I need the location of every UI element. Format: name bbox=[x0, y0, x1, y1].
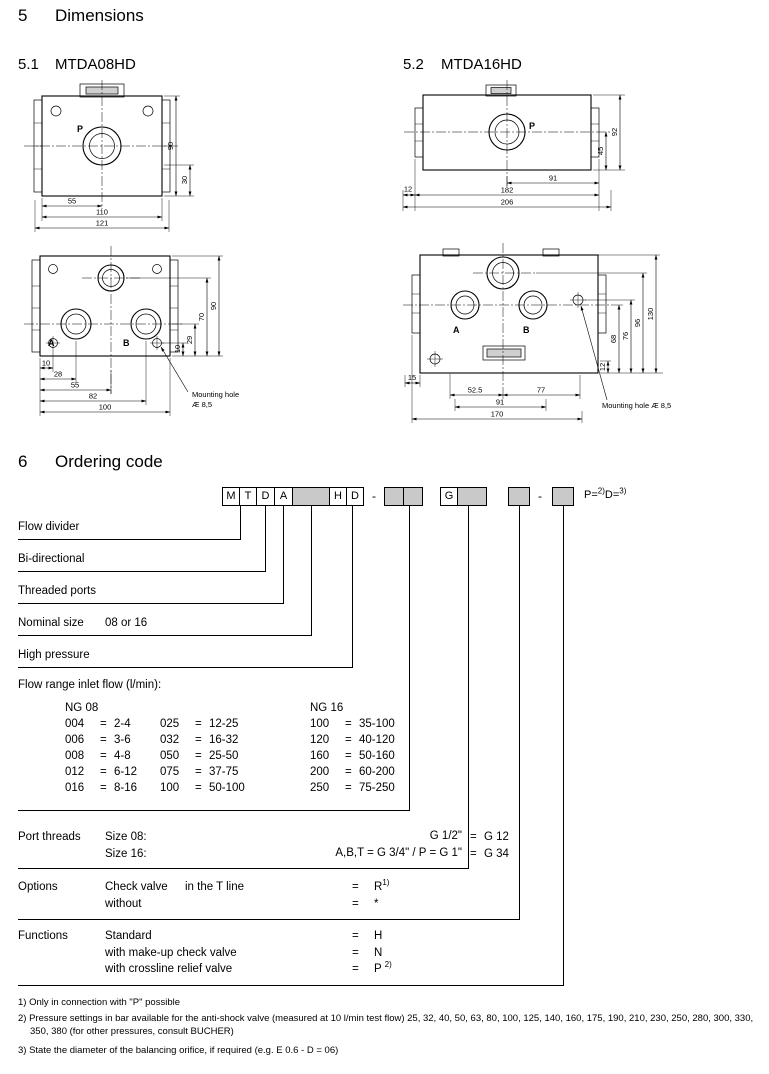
flow-code: 100 bbox=[160, 782, 180, 794]
equals-sign: = bbox=[352, 930, 359, 942]
equals-sign: = bbox=[345, 718, 352, 730]
leader-underline-nominal-size bbox=[18, 635, 312, 636]
code-box-flow-range-2 bbox=[403, 487, 423, 506]
dim-77-label: 77 bbox=[536, 385, 546, 395]
dim-15-label: 15 bbox=[407, 373, 417, 382]
center-lines bbox=[403, 243, 613, 391]
port-b bbox=[519, 291, 547, 335]
flow-table-row bbox=[65, 782, 137, 798]
options-value-2: * bbox=[374, 898, 379, 910]
dim-29-label: 29 bbox=[185, 335, 194, 345]
leader-vline-flow-divider bbox=[240, 506, 241, 540]
dim-206-label: 206 bbox=[500, 197, 514, 207]
functions-value-3-sup: 2) bbox=[384, 960, 392, 970]
flow-value: 16-32 bbox=[209, 734, 239, 746]
suffix-p-sup: 2) bbox=[597, 486, 605, 496]
port-p bbox=[77, 124, 121, 165]
options-value-1-sup: 1) bbox=[382, 878, 390, 888]
dim-90-label: 90 bbox=[166, 141, 175, 151]
flow-code: 200 bbox=[310, 766, 330, 778]
leader-vline-nominal-size bbox=[311, 506, 312, 636]
code-box-d2: D bbox=[346, 487, 364, 506]
leader-underline-flow-range bbox=[18, 810, 410, 811]
equals-sign: = bbox=[470, 831, 477, 843]
flow-code: 120 bbox=[310, 734, 330, 746]
port-p-label: P bbox=[77, 124, 84, 134]
options-row1-t-line: in the T line bbox=[185, 881, 245, 893]
dim-110-label: 110 bbox=[96, 207, 108, 217]
equals-sign: = bbox=[195, 750, 202, 762]
drawing-mtda16hd-top-view bbox=[395, 243, 705, 438]
equals-sign: = bbox=[345, 782, 352, 794]
flow-table-row bbox=[310, 766, 395, 782]
dim-91-label: 91 bbox=[495, 397, 505, 407]
flow-table-row bbox=[310, 782, 395, 798]
flow-code: 008 bbox=[65, 750, 85, 762]
flow-code: 050 bbox=[160, 750, 180, 762]
drawing-mtda16hd-front-view bbox=[398, 80, 658, 220]
code-box-d: D bbox=[256, 487, 275, 506]
section-5-1-number: 5.1 bbox=[18, 56, 39, 73]
code-box-g: G bbox=[440, 487, 458, 506]
dim-55-label: 55 bbox=[70, 380, 80, 390]
port-threads-size16: Size 16: bbox=[105, 848, 147, 860]
dim-76-label: 76 bbox=[621, 331, 630, 341]
flow-table-col3 bbox=[310, 718, 395, 798]
row-bidirectional: Bi-directional bbox=[18, 553, 85, 565]
flow-value: 50-160 bbox=[359, 750, 395, 762]
leader-vline-bidirectional bbox=[265, 506, 266, 572]
flow-table-col2 bbox=[160, 718, 245, 798]
code-dash-1: - bbox=[372, 489, 376, 503]
flow-table-row bbox=[160, 782, 245, 798]
flow-value: 4-8 bbox=[114, 750, 131, 762]
leader-underline-options bbox=[18, 919, 520, 920]
mounting-hole-callout bbox=[161, 344, 240, 409]
dim-30-label: 30 bbox=[180, 175, 189, 185]
flow-code: 100 bbox=[310, 718, 330, 730]
flow-table-row bbox=[65, 718, 137, 734]
leader-vline-threaded-ports bbox=[283, 506, 284, 604]
flow-table-row bbox=[310, 718, 395, 734]
equals-sign: = bbox=[345, 750, 352, 762]
center-lines bbox=[24, 80, 180, 209]
dim-10-right-label: 10 bbox=[173, 344, 182, 354]
port-threads-thread16: A,B,T = G 3/4" / P = G 1" bbox=[335, 847, 462, 859]
code-dash-2: - bbox=[538, 489, 542, 503]
flow-table-row bbox=[65, 734, 137, 750]
flow-value: 75-250 bbox=[359, 782, 395, 794]
dim-121-label: 121 bbox=[95, 218, 109, 228]
row-threaded-ports: Threaded ports bbox=[18, 585, 96, 597]
leader-underline-port-threads bbox=[18, 868, 469, 869]
port-b-label: B bbox=[123, 338, 130, 348]
mounting-hole-text-line2: Æ 8,5 bbox=[192, 400, 213, 409]
equals-sign: = bbox=[352, 881, 359, 893]
mounting-hole-callout bbox=[581, 306, 671, 410]
functions-row1-standard: Standard bbox=[105, 930, 152, 942]
flow-code: 012 bbox=[65, 766, 85, 778]
dim-100-label: 100 bbox=[98, 402, 112, 412]
port-a bbox=[451, 291, 479, 335]
dim-90-label: 90 bbox=[209, 301, 218, 311]
equals-sign: = bbox=[100, 766, 107, 778]
port-threads-label: Port threads bbox=[18, 831, 81, 843]
functions-value-2: N bbox=[374, 947, 383, 959]
suffix-p: P= bbox=[584, 489, 598, 501]
flow-table-row bbox=[160, 750, 245, 766]
section-5-2-number: 5.2 bbox=[403, 56, 424, 73]
leader-underline-functions bbox=[18, 985, 564, 986]
code-box-h: H bbox=[329, 487, 347, 506]
flow-value: 35-100 bbox=[359, 718, 395, 730]
dim-92-label: 92 bbox=[610, 127, 619, 137]
port-threads-thread08: G 1/2" bbox=[429, 830, 462, 842]
valve-body bbox=[412, 249, 606, 373]
flow-value: 3-6 bbox=[114, 734, 131, 746]
flow-table-col1 bbox=[65, 718, 137, 798]
suffix-d: D= bbox=[604, 489, 620, 501]
flow-table-row bbox=[65, 750, 137, 766]
dim-96-label: 96 bbox=[633, 318, 642, 328]
flow-code: 160 bbox=[310, 750, 330, 762]
flow-code: 016 bbox=[65, 782, 85, 794]
flow-code: 032 bbox=[160, 734, 180, 746]
row-flow-range: Flow range inlet flow (l/min): bbox=[18, 679, 162, 691]
equals-sign: = bbox=[352, 947, 359, 959]
section-6-number: 6 bbox=[18, 452, 28, 471]
flow-table-row bbox=[160, 718, 245, 734]
dimensions bbox=[405, 255, 663, 423]
options-row1-check-valve: Check valve bbox=[105, 881, 168, 893]
section-5-heading bbox=[18, 6, 144, 26]
port-threads-size08: Size 08: bbox=[105, 831, 147, 843]
port-a-label: A bbox=[48, 338, 55, 348]
dim-82-label: 82 bbox=[88, 391, 98, 401]
equals-sign: = bbox=[100, 750, 107, 762]
equals-sign: = bbox=[470, 848, 477, 860]
section-6-title: Ordering code bbox=[55, 452, 163, 471]
section-5-2-title: MTDA16HD bbox=[441, 56, 522, 73]
dimensions bbox=[403, 95, 625, 211]
code-box-option bbox=[508, 487, 530, 506]
functions-value-1: H bbox=[374, 930, 383, 942]
dim-91-label: 91 bbox=[548, 173, 558, 183]
row-flow-divider: Flow divider bbox=[18, 521, 80, 533]
dim-52-5-label: 52.5 bbox=[467, 385, 483, 395]
section-5-number: 5 bbox=[18, 6, 28, 25]
port-b-label: B bbox=[523, 325, 530, 335]
code-box-function bbox=[552, 487, 574, 506]
equals-sign: = bbox=[345, 766, 352, 778]
flow-value: 2-4 bbox=[114, 718, 131, 730]
leader-vline-port-threads bbox=[468, 506, 469, 869]
code-box-a: A bbox=[274, 487, 293, 506]
row-nominal-size-value: 08 or 16 bbox=[105, 617, 148, 629]
port-a-label: A bbox=[453, 325, 460, 335]
flow-value: 40-120 bbox=[359, 734, 395, 746]
section-5-2-heading bbox=[403, 56, 522, 73]
leader-underline-high-pressure bbox=[18, 667, 353, 668]
functions-row3-crossline-relief: with crossline relief valve bbox=[105, 963, 233, 975]
dim-28-label: 28 bbox=[53, 369, 63, 379]
equals-sign: = bbox=[100, 734, 107, 746]
port-p-label: P bbox=[529, 121, 536, 131]
footnote-3: 3) State the diameter of the balancing orifice, if required (e.g. E 0.6 - D = 06) bbox=[18, 1045, 339, 1056]
options-label: Options bbox=[18, 881, 58, 893]
leader-vline-flow-range bbox=[409, 506, 410, 811]
flow-table-header-ng08: NG 08 bbox=[65, 702, 99, 714]
functions-value-3 bbox=[374, 962, 392, 976]
leader-underline-threaded-ports bbox=[18, 603, 284, 604]
dim-68-label: 68 bbox=[609, 334, 618, 344]
flow-table-header-ng16: NG 16 bbox=[310, 702, 344, 714]
flow-code: 025 bbox=[160, 718, 180, 730]
equals-sign: = bbox=[195, 766, 202, 778]
mounting-hole-text: Mounting hole Æ 8,5 bbox=[602, 401, 672, 410]
center-lines bbox=[404, 80, 610, 187]
footnote-1: 1) Only in connection with "P" possible bbox=[18, 997, 180, 1008]
flow-table-row bbox=[160, 734, 245, 750]
equals-sign: = bbox=[100, 718, 107, 730]
functions-label: Functions bbox=[18, 930, 68, 942]
dim-130-label: 130 bbox=[646, 307, 655, 321]
equals-sign: = bbox=[352, 898, 359, 910]
leader-vline-functions bbox=[563, 506, 564, 986]
options-value-1-main: R bbox=[374, 881, 383, 893]
flow-table-row bbox=[310, 750, 395, 766]
flow-value: 8-16 bbox=[114, 782, 138, 794]
footnote-2: 2) Pressure settings in bar available for the anti-shock valve (measured at 10 l/min test flow) 25, 32, 40, 50, 63, 80, 100, 125, 140, 160, 175, 190, 210, 230, 250, 280, 300, 330, 350, 380 (for other pressures, consult BUCHER) bbox=[18, 1013, 754, 1037]
leader-underline-bidirectional bbox=[18, 571, 266, 572]
code-box-thread-size bbox=[457, 487, 487, 506]
flow-value: 6-12 bbox=[114, 766, 138, 778]
code-box-t: T bbox=[239, 487, 257, 506]
equals-sign: = bbox=[195, 734, 202, 746]
options-row2-without: without bbox=[105, 898, 142, 910]
dim-55-label: 55 bbox=[67, 196, 77, 206]
equals-sign: = bbox=[352, 963, 359, 975]
code-suffix bbox=[584, 486, 627, 501]
dim-70-label: 70 bbox=[197, 312, 206, 322]
port-threads-value16: G 34 bbox=[484, 848, 509, 860]
flow-code: 250 bbox=[310, 782, 330, 794]
dim-45-label: 45 bbox=[596, 146, 605, 156]
section-5-1-heading bbox=[18, 56, 136, 73]
dim-10-bottom-label: 10 bbox=[41, 358, 51, 368]
leader-vline-options bbox=[519, 506, 520, 920]
port-b bbox=[123, 309, 161, 348]
port-a bbox=[48, 309, 91, 348]
dim-182-label: 182 bbox=[500, 185, 514, 195]
flow-value: 25-50 bbox=[209, 750, 239, 762]
flow-code: 006 bbox=[65, 734, 85, 746]
section-5-title: Dimensions bbox=[55, 6, 144, 25]
port-threads-value08: G 12 bbox=[484, 831, 509, 843]
code-box-m: M bbox=[222, 487, 240, 506]
code-box-flow-range-1 bbox=[384, 487, 404, 506]
flow-code: 004 bbox=[65, 718, 85, 730]
options-value-1 bbox=[374, 880, 389, 894]
drawing-mtda08hd-top-view bbox=[20, 246, 285, 431]
mounting-holes bbox=[46, 265, 164, 351]
drawing-mtda08hd-front-view bbox=[22, 80, 222, 232]
code-box-nominal-size bbox=[292, 487, 330, 506]
flow-code: 075 bbox=[160, 766, 180, 778]
row-high-pressure: High pressure bbox=[18, 649, 90, 661]
equals-sign: = bbox=[195, 718, 202, 730]
leader-underline-flow-divider bbox=[18, 539, 241, 540]
functions-value-3-main: P bbox=[374, 963, 382, 975]
leader-vline-high-pressure bbox=[352, 506, 353, 668]
equals-sign: = bbox=[345, 734, 352, 746]
dim-12-label: 12 bbox=[598, 362, 607, 372]
functions-row2-makeup-check-valve: with make-up check valve bbox=[105, 947, 237, 959]
flow-table-row bbox=[160, 766, 245, 782]
mounting-hole-text-line1: Mounting hole bbox=[192, 390, 240, 399]
flow-table-row bbox=[310, 734, 395, 750]
flow-table-row bbox=[65, 766, 137, 782]
row-nominal-size-label: Nominal size bbox=[18, 617, 84, 629]
flow-value: 37-75 bbox=[209, 766, 239, 778]
flow-value: 50-100 bbox=[209, 782, 245, 794]
suffix-d-sup: 3) bbox=[619, 486, 627, 496]
equals-sign: = bbox=[100, 782, 107, 794]
flow-value: 60-200 bbox=[359, 766, 395, 778]
equals-sign: = bbox=[195, 782, 202, 794]
dim-12-label: 12 bbox=[403, 184, 413, 194]
dim-170-label: 170 bbox=[490, 409, 504, 419]
flow-value: 12-25 bbox=[209, 718, 239, 730]
section-6-heading bbox=[18, 452, 163, 472]
section-5-1-title: MTDA08HD bbox=[55, 56, 136, 73]
